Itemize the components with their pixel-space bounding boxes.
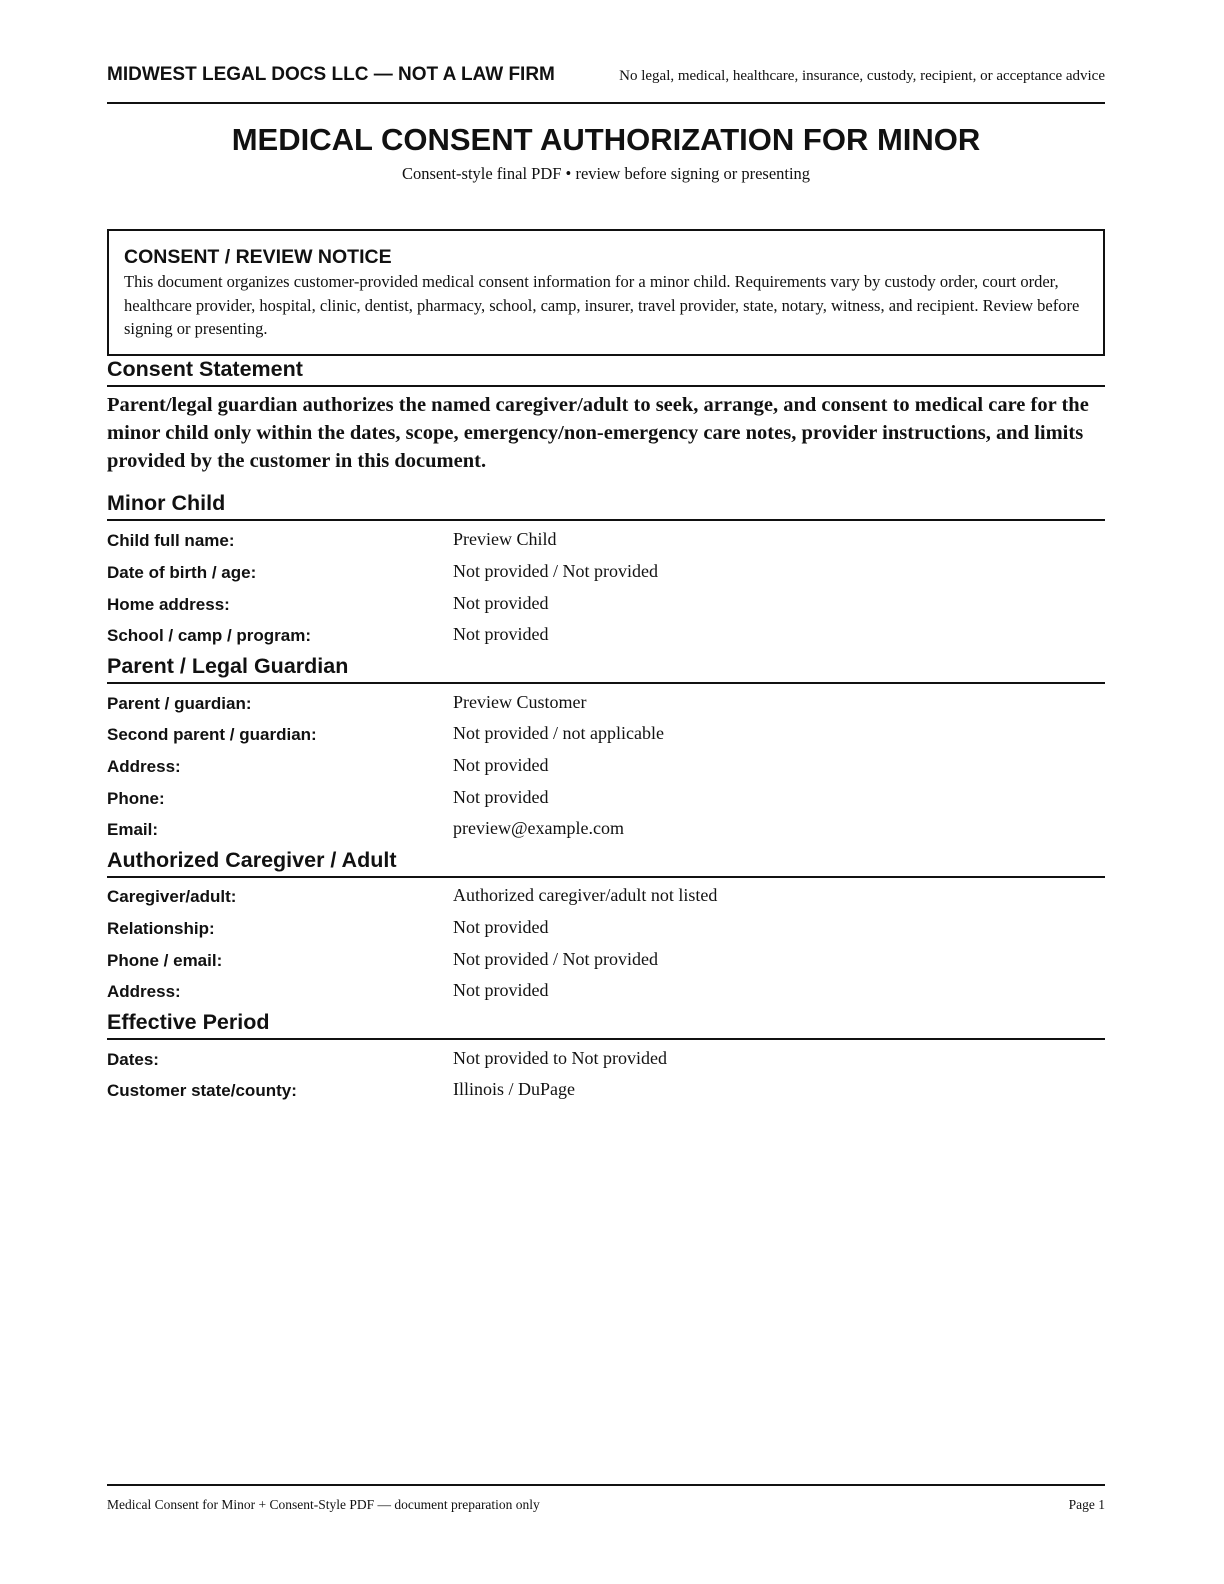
field-value: Not provided / not applicable [453, 723, 664, 743]
field-row [107, 723, 1105, 749]
section-heading-consent-statement: Consent Statement [107, 355, 1105, 387]
field-row [107, 1079, 1105, 1105]
field-label: Email: [107, 820, 159, 839]
field-row [107, 1048, 1105, 1074]
firm-name: MIDWEST LEGAL DOCS LLC — NOT A LAW FIRM [107, 64, 555, 85]
field-row [107, 787, 1105, 813]
field-row [107, 561, 1105, 587]
field-value: Authorized caregiver/adult not listed [453, 885, 718, 905]
field-row [107, 818, 1105, 844]
field-value: Not provided [453, 755, 549, 775]
field-label: Dates: [107, 1050, 159, 1069]
field-row [107, 529, 1105, 555]
field-label: Address: [107, 982, 181, 1001]
field-value: Not provided [453, 787, 549, 807]
field-value: Preview Customer [453, 692, 587, 712]
document-subtitle: Consent-style final PDF • review before signing or presenting [401, 164, 811, 183]
field-value: Illinois / DuPage [453, 1079, 575, 1099]
field-row [107, 885, 1105, 911]
consent-statement-text: Parent/legal guardian authorizes the named caregiver/adult to seek, arrange, and consent to medical care for the minor child only within the dates, scope, emergency/non-emergency care notes, provider instructions, and limits provided by the customer in this document. [107, 394, 1089, 472]
document-header [107, 64, 1105, 104]
field-label: Date of birth / age: [107, 563, 257, 582]
footer-description: Medical Consent for Minor + Consent-Style PDF — document preparation only [107, 1497, 540, 1512]
field-value: Not provided [453, 980, 549, 1000]
section-heading-effective-period: Effective Period [107, 1008, 1105, 1040]
field-value: Not provided [453, 593, 549, 613]
field-label: Home address: [107, 595, 230, 614]
document-title: MEDICAL CONSENT AUTHORIZATION FOR MINOR [231, 122, 981, 157]
field-label: Customer state/county: [107, 1081, 297, 1100]
field-row [107, 755, 1105, 781]
field-label: Second parent / guardian: [107, 725, 317, 744]
notice-title: CONSENT / REVIEW NOTICE [124, 246, 392, 268]
field-row [107, 949, 1105, 975]
field-label: Phone: [107, 789, 165, 808]
review-notice-box [107, 229, 1105, 356]
document-footer [107, 1484, 1105, 1516]
field-label: Phone / email: [107, 951, 223, 970]
field-value: Not provided [453, 624, 549, 644]
notice-body: This document organizes customer-provided medical consent information for a minor child. Requirements vary by custody order, court order, healthcare provider, hospital, clinic, dentist, pharmacy, school, camp, insurer, travel provider, state, notary, witness, and recipient. Review before signing or presenting. [124, 272, 1080, 338]
field-label: Child full name: [107, 531, 235, 550]
field-row [107, 917, 1105, 943]
field-label: School / camp / program: [107, 626, 312, 645]
field-value: Preview Child [453, 529, 557, 549]
field-row [107, 593, 1105, 619]
field-value: Not provided / Not provided [453, 561, 658, 581]
field-label: Parent / guardian: [107, 694, 252, 713]
field-row [107, 624, 1105, 650]
field-value: preview@example.com [453, 818, 625, 838]
field-value: Not provided [453, 917, 549, 937]
field-value: Not provided / Not provided [453, 949, 658, 969]
field-row [107, 980, 1105, 1006]
section-heading-guardian: Parent / Legal Guardian [107, 652, 1105, 684]
header-disclaimer: No legal, medical, healthcare, insurance, custody, recipient, or acceptance advice [619, 68, 1105, 84]
field-label: Relationship: [107, 919, 215, 938]
section-heading-minor-child: Minor Child [107, 489, 1105, 521]
field-label: Caregiver/adult: [107, 887, 237, 906]
field-label: Address: [107, 757, 181, 776]
section-heading-caregiver: Authorized Caregiver / Adult [107, 846, 1105, 878]
field-value: Not provided to Not provided [453, 1048, 667, 1068]
field-row [107, 692, 1105, 718]
page-number: Page 1 [1068, 1497, 1105, 1512]
